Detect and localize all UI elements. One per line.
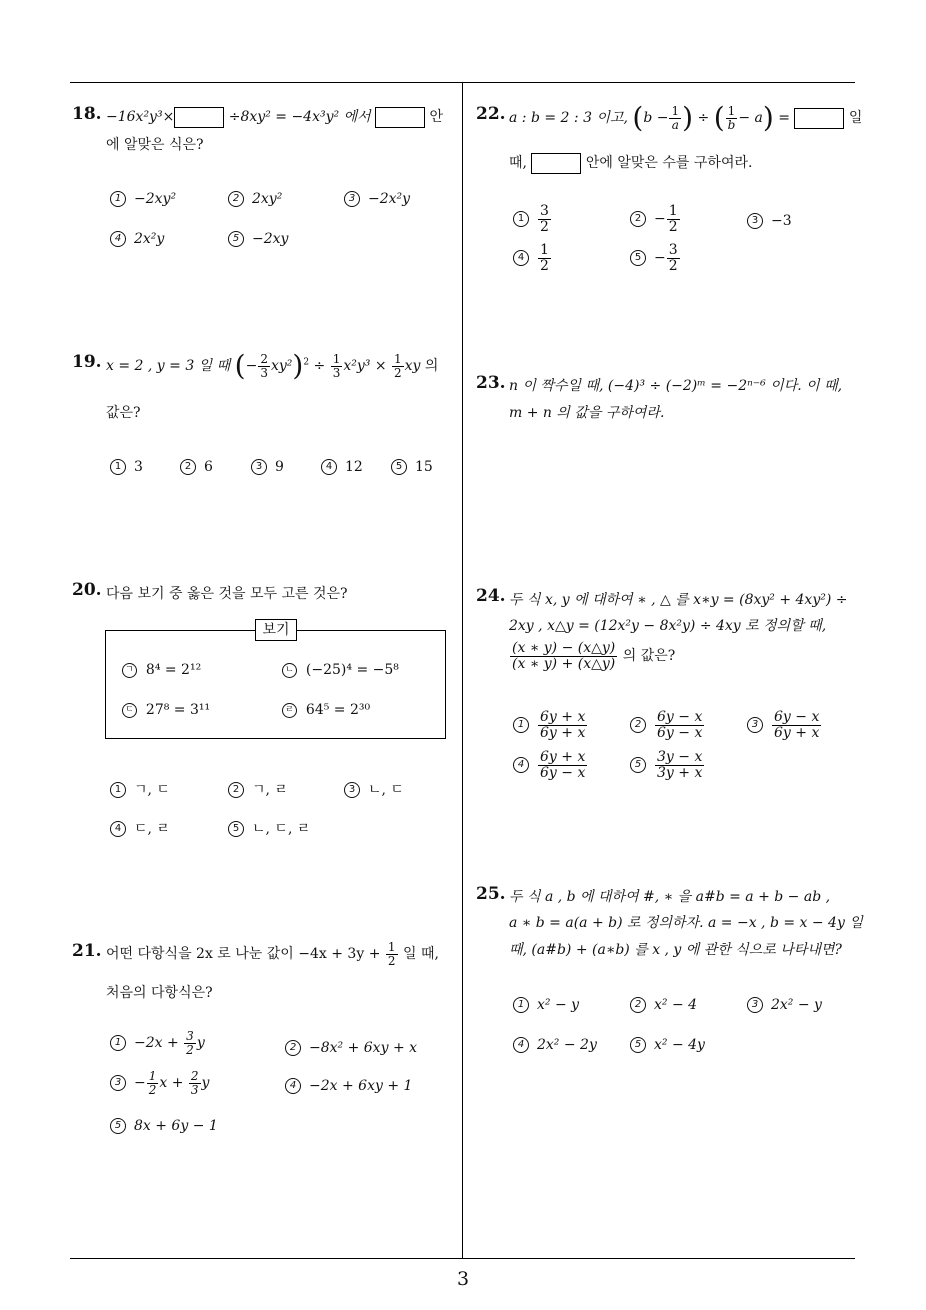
option-2[interactable]: 2 x² − 4	[630, 997, 697, 1013]
option-1[interactable]: 1 $\frac{6y + x}{6y + x}$	[513, 710, 588, 740]
option-2[interactable]: 2 6	[180, 459, 213, 475]
bogi-statement: ㄴ (−25)⁴ = −5⁸	[282, 662, 399, 678]
option-5[interactable]: 5 ㄴ, ㄷ, ㄹ	[228, 818, 310, 838]
option-2[interactable]: 2 − $\frac{1}{2}$	[630, 204, 681, 234]
question-text: n 이 짝수일 때, (−4)³ ÷ (−2)ᵐ = −2ⁿ⁻⁶ 이다. 이 때,	[509, 378, 843, 394]
question-number: 24.	[476, 586, 506, 606]
option-1[interactable]: 1 x² − y	[513, 997, 579, 1013]
option-1[interactable]: 1 −2x + $\frac{3}{2}$ y	[110, 1030, 205, 1056]
question-number: 21.	[72, 941, 102, 961]
question-number: 23.	[476, 373, 506, 393]
question-text: 어떤 다항식을 2x 로 나눈 값이 −4x + 3y + $\frac{1}{2}$ 일 때,	[106, 940, 439, 968]
question-text-line2: 2xy , x△y = (12x²y − 8x²y) ÷ 4xy 로 정의할 때,	[509, 618, 827, 634]
bottom-rule	[70, 1258, 855, 1259]
option-5[interactable]: 5 x² − 4y	[630, 1037, 705, 1053]
option-2[interactable]: 2 −8x² + 6xy + x	[285, 1040, 417, 1056]
question-number: 25.	[476, 884, 506, 904]
column-divider	[462, 82, 463, 1258]
bogi-box	[105, 630, 446, 739]
question-text: 두 식 a , b 에 대하여 #, ∗ 을 a#b = a + b − ab ,	[509, 889, 831, 905]
answer-blank	[174, 107, 224, 128]
option-1[interactable]: 1 $\frac{3}{2}$	[513, 204, 552, 234]
option-5[interactable]: 5 8x + 6y − 1	[110, 1118, 218, 1134]
option-1[interactable]: 1 3	[110, 459, 143, 475]
question-text: 다음 보기 중 옳은 것을 모두 고른 것은?	[106, 586, 348, 602]
bogi-statement: ㄹ 64⁵ = 2³⁰	[282, 702, 370, 718]
question-text: 두 식 x, y 에 대하여 ∗ , △ 를 x∗y = (8xy² + 4xy²) ÷	[509, 592, 848, 608]
question-text-line2: 처음의 다항식은?	[106, 985, 213, 1001]
question-number: 19.	[72, 352, 102, 372]
bogi-statement: ㄷ 27⁸ = 3¹¹	[122, 702, 210, 718]
question-text-line2: a ∗ b = a(a + b) 로 정의하자. a = −x , b = x − 4y 일	[509, 915, 863, 931]
option-5[interactable]: 5 − $\frac{3}{2}$	[630, 243, 681, 273]
option-3[interactable]: 3 ㄴ, ㄷ	[344, 779, 404, 799]
option-2[interactable]: 2 $\frac{6y - x}{6y - x}$	[630, 710, 705, 740]
option-3[interactable]: 3 2x² − y	[747, 997, 822, 1013]
option-2[interactable]: 2 2xy²	[228, 191, 282, 207]
question-text: −16x²y³× ÷8xy² = −4x³y² 에서 안	[106, 106, 443, 128]
option-4[interactable]: 4 ㄷ, ㄹ	[110, 818, 170, 838]
option-3[interactable]: 3 −3	[747, 213, 792, 229]
answer-blank	[794, 108, 844, 129]
question-text-line2: m + n 의 값을 구하여라.	[509, 405, 665, 421]
option-4[interactable]: 4 $\frac{1}{2}$	[513, 243, 552, 273]
answer-blank	[375, 107, 425, 128]
question-text-line2: 값은?	[106, 405, 141, 421]
option-5[interactable]: 5 $\frac{3y - x}{3y + x}$	[630, 750, 705, 780]
question-text-line2: 에 알맞은 식은?	[106, 137, 204, 153]
question-text: x = 2 , y = 3 일 때 (− $\frac{2}{3}$ xy²)$^2$ ÷ $\frac{1}{3}$ x²y³ × $\frac{1}{2}$ xy 의	[106, 349, 439, 382]
option-4[interactable]: 4 2x²y	[110, 231, 164, 247]
option-4[interactable]: 4 −2x + 6xy + 1	[285, 1078, 412, 1094]
bogi-label: 보기	[255, 619, 297, 641]
question-number: 20.	[72, 580, 102, 600]
option-4[interactable]: 4 12	[321, 459, 363, 475]
question-text-line3: $\frac{(x ∗ y) - (x\triangle y)}{(x ∗ y) + (x\triangle y)}$ 의 값은?	[512, 640, 676, 672]
option-2[interactable]: 2 ㄱ, ㄹ	[228, 779, 288, 799]
question-text-line3: 때, (a#b) + (a∗b) 를 x , y 에 관한 식으로 나타내면?	[509, 942, 842, 958]
option-4[interactable]: 4 $\frac{6y + x}{6y - x}$	[513, 750, 588, 780]
option-1[interactable]: 1 −2xy²	[110, 191, 176, 207]
question-text-line2: 때, 안에 알맞은 수를 구하여라.	[509, 152, 752, 174]
question-number: 18.	[72, 104, 102, 124]
bogi-statement: ㄱ 8⁴ = 2¹²	[122, 662, 201, 678]
option-4[interactable]: 4 2x² − 2y	[513, 1037, 597, 1053]
question-text: a : b = 2 : 3 이고, (b − $\frac{1}{a}$ ) ÷ ( $\frac{1}{b}$ − a) = 일	[509, 101, 863, 134]
answer-blank	[531, 153, 581, 174]
option-3[interactable]: 3 −2x²y	[344, 191, 410, 207]
option-5[interactable]: 5 15	[391, 459, 433, 475]
option-1[interactable]: 1 ㄱ, ㄷ	[110, 779, 170, 799]
option-5[interactable]: 5 −2xy	[228, 231, 288, 247]
option-3[interactable]: 3 − $\frac{1}{2}$ x + $\frac{2}{3}$ y	[110, 1070, 209, 1096]
option-3[interactable]: 3 $\frac{6y - x}{6y + x}$	[747, 710, 822, 740]
page-number: 3	[456, 1268, 470, 1290]
option-3[interactable]: 3 9	[251, 459, 284, 475]
question-number: 22.	[476, 104, 506, 124]
